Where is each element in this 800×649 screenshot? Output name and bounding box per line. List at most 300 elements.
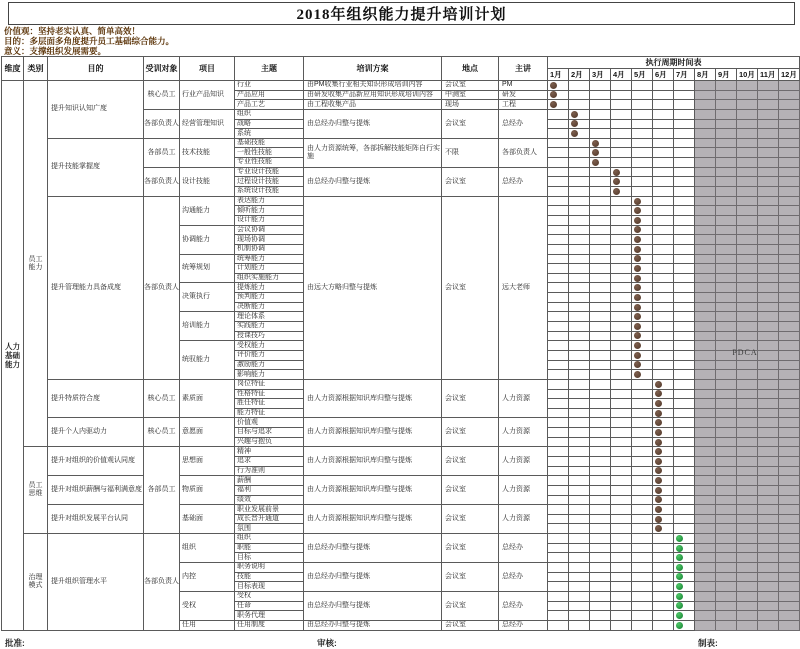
gantt-cell	[674, 379, 695, 389]
gantt-dot-brown	[592, 159, 599, 166]
gantt-cell	[716, 553, 737, 563]
cell-theme: 氛围	[235, 524, 304, 534]
gantt-cell	[758, 485, 779, 495]
gantt-cell	[611, 350, 632, 360]
gantt-cell	[779, 293, 800, 303]
gantt-dot-brown	[634, 323, 641, 330]
cell-pur: 提升知识认知广度	[48, 81, 144, 139]
gantt-cell	[632, 447, 653, 457]
gantt-cell	[674, 437, 695, 447]
gantt-cell	[569, 148, 590, 158]
gantt-cell	[716, 370, 737, 380]
gantt-cell	[674, 206, 695, 216]
gantt-cell	[548, 524, 569, 534]
gantt-cell	[716, 81, 737, 91]
gantt-cell	[632, 331, 653, 341]
cell-theme: 兴趣与抱负	[235, 437, 304, 447]
cell-loc: 现场	[442, 100, 499, 110]
gantt-cell	[653, 582, 674, 592]
gantt-cell	[695, 534, 716, 544]
gantt-cell	[674, 591, 695, 601]
gantt-cell	[737, 620, 758, 630]
gantt-cell	[779, 572, 800, 582]
gantt-cell	[611, 582, 632, 592]
gantt-cell	[758, 563, 779, 573]
gantt-cell	[716, 505, 737, 515]
gantt-cell	[548, 215, 569, 225]
gantt-cell	[611, 138, 632, 148]
gantt-cell	[632, 408, 653, 418]
gantt-cell	[611, 495, 632, 505]
gantt-cell	[548, 572, 569, 582]
gantt-cell	[653, 399, 674, 409]
gantt-cell	[632, 524, 653, 534]
cell-spk: 总经办	[499, 591, 548, 620]
cell-loc: 会议室	[442, 109, 499, 138]
gantt-cell	[569, 225, 590, 235]
gantt-cell	[632, 119, 653, 129]
cell-dim: 人力基础能力	[2, 81, 24, 631]
month-header: 10月	[737, 69, 758, 81]
gantt-cell	[590, 177, 611, 187]
gantt-cell	[758, 572, 779, 582]
gantt-cell	[548, 264, 569, 274]
gantt-cell	[716, 543, 737, 553]
cell-aud: 各部负责人	[144, 109, 180, 138]
cell-theme: 任用制度	[235, 620, 304, 630]
gantt-cell	[674, 148, 695, 158]
gantt-cell	[569, 437, 590, 447]
gantt-dot-brown	[655, 516, 662, 523]
gantt-cell	[758, 158, 779, 168]
gantt-cell	[611, 129, 632, 139]
gantt-cell	[758, 524, 779, 534]
gantt-cell	[632, 350, 653, 360]
gantt-cell	[674, 360, 695, 370]
gantt-cell	[737, 264, 758, 274]
gantt-cell	[716, 476, 737, 486]
month-header: 9月	[716, 69, 737, 81]
cell-spk: 各部负责人	[499, 138, 548, 167]
gantt-cell	[632, 485, 653, 495]
month-header: 3月	[590, 69, 611, 81]
gantt-cell	[674, 466, 695, 476]
cell-aud: 核心员工	[144, 418, 180, 447]
gantt-cell	[695, 389, 716, 399]
month-header: 7月	[674, 69, 695, 81]
gantt-cell	[590, 379, 611, 389]
gantt-cell	[653, 244, 674, 254]
gantt-cell	[695, 225, 716, 235]
gantt-cell	[632, 206, 653, 216]
gantt-cell	[569, 100, 590, 110]
gantt-cell	[695, 428, 716, 438]
cell-theme: 专业设计技能	[235, 167, 304, 177]
gantt-cell	[569, 322, 590, 332]
cell-spk: 远大老师	[499, 196, 548, 379]
gantt-header: 执行周期时间表	[548, 57, 800, 69]
gantt-cell	[653, 119, 674, 129]
gantt-cell	[716, 524, 737, 534]
gantt-cell	[548, 254, 569, 264]
gantt-cell	[590, 293, 611, 303]
gantt-cell	[653, 408, 674, 418]
gantt-cell	[695, 322, 716, 332]
gantt-dot-brown	[655, 525, 662, 532]
cell-loc: 会议室	[442, 167, 499, 196]
gantt-cell	[779, 312, 800, 322]
gantt-cell	[632, 244, 653, 254]
gantt-dot-brown	[655, 467, 662, 474]
gantt-cell	[737, 563, 758, 573]
gantt-cell	[548, 485, 569, 495]
gantt-cell	[695, 370, 716, 380]
gantt-cell	[779, 273, 800, 283]
gantt-cell	[590, 90, 611, 100]
cell-loc: 会议室	[442, 620, 499, 630]
gantt-cell	[653, 524, 674, 534]
gantt-cell	[632, 235, 653, 245]
cell-spk: 人力资源	[499, 418, 548, 447]
gantt-cell	[779, 447, 800, 457]
gantt-cell	[632, 563, 653, 573]
gantt-cell	[632, 534, 653, 544]
gantt-cell	[632, 389, 653, 399]
column-header: 主讲	[499, 57, 548, 81]
gantt-cell	[674, 244, 695, 254]
gantt-cell	[611, 514, 632, 524]
gantt-cell	[548, 591, 569, 601]
gantt-cell	[758, 119, 779, 129]
gantt-cell	[632, 360, 653, 370]
gantt-cell	[653, 505, 674, 515]
gantt-cell	[674, 196, 695, 206]
cell-theme: 预判能力	[235, 293, 304, 303]
cell-plan: 由PM收集行业相关知识形成培训内容	[304, 81, 442, 91]
gantt-cell	[716, 611, 737, 621]
gantt-cell	[779, 206, 800, 216]
gantt-cell	[716, 119, 737, 129]
cell-plan: 由总经办归整与提炼	[304, 620, 442, 630]
gantt-cell	[548, 177, 569, 187]
gantt-cell	[569, 196, 590, 206]
gantt-cell	[674, 322, 695, 332]
cell-spk: 人力资源	[499, 379, 548, 418]
gantt-cell	[695, 514, 716, 524]
gantt-cell	[632, 322, 653, 332]
gantt-cell	[779, 158, 800, 168]
gantt-cell	[695, 620, 716, 630]
gantt-cell	[695, 138, 716, 148]
gantt-cell	[758, 148, 779, 158]
gantt-cell	[674, 177, 695, 187]
cell-loc: 会议室	[442, 563, 499, 592]
gantt-cell	[632, 196, 653, 206]
gantt-cell	[611, 264, 632, 274]
month-header: 4月	[611, 69, 632, 81]
gantt-cell	[737, 399, 758, 409]
column-header: 项目	[180, 57, 235, 81]
gantt-cell	[569, 563, 590, 573]
gantt-cell	[779, 360, 800, 370]
gantt-cell	[611, 563, 632, 573]
gantt-cell	[758, 90, 779, 100]
gantt-cell	[674, 447, 695, 457]
gantt-cell	[611, 283, 632, 293]
gantt-cell	[632, 148, 653, 158]
cell-theme: 福利	[235, 485, 304, 495]
gantt-cell	[611, 505, 632, 515]
gantt-cell	[548, 428, 569, 438]
gantt-dot-brown	[571, 120, 578, 127]
gantt-cell	[653, 235, 674, 245]
gantt-cell	[695, 476, 716, 486]
gantt-dot-brown	[592, 149, 599, 156]
gantt-cell	[548, 437, 569, 447]
gantt-cell	[779, 100, 800, 110]
gantt-cell	[632, 100, 653, 110]
gantt-cell	[779, 322, 800, 332]
cell-theme: 行为准则	[235, 466, 304, 476]
gantt-cell	[758, 167, 779, 177]
cell-spk: 总经办	[499, 620, 548, 630]
gantt-cell	[653, 447, 674, 457]
gantt-cell	[590, 389, 611, 399]
gantt-cell	[569, 109, 590, 119]
gantt-cell	[674, 312, 695, 322]
gantt-cell	[674, 582, 695, 592]
gantt-cell	[569, 215, 590, 225]
gantt-cell	[611, 466, 632, 476]
gantt-cell	[695, 543, 716, 553]
gantt-cell	[548, 129, 569, 139]
gantt-cell	[569, 341, 590, 351]
gantt-cell	[590, 466, 611, 476]
column-header: 目的	[48, 57, 144, 81]
gantt-dot-brown	[613, 188, 620, 195]
cell-theme: 现场协调	[235, 235, 304, 245]
gantt-cell	[548, 302, 569, 312]
column-header: 受训对象	[144, 57, 180, 81]
gantt-cell	[548, 138, 569, 148]
gantt-cell	[632, 476, 653, 486]
gantt-cell	[653, 620, 674, 630]
gantt-cell	[569, 177, 590, 187]
gantt-cell	[716, 534, 737, 544]
gantt-cell	[548, 235, 569, 245]
cell-theme: 机制协调	[235, 244, 304, 254]
gantt-cell	[758, 283, 779, 293]
gantt-cell	[716, 177, 737, 187]
gantt-cell	[737, 485, 758, 495]
gantt-dot-brown	[655, 496, 662, 503]
cell-cat: 员工思维	[24, 447, 48, 534]
gantt-cell	[737, 466, 758, 476]
gantt-dot-brown	[634, 294, 641, 301]
gantt-cell	[737, 611, 758, 621]
note-purpose: 目的：多层面多角度提升员工基础综合能力。	[4, 36, 175, 46]
gantt-cell	[716, 389, 737, 399]
gantt-cell	[779, 543, 800, 553]
column-header: 类别	[24, 57, 48, 81]
gantt-cell	[779, 331, 800, 341]
gantt-cell	[758, 456, 779, 466]
gantt-cell	[674, 100, 695, 110]
cell-aud: 核心员工	[144, 379, 180, 418]
gantt-cell	[632, 582, 653, 592]
cell-proj: 物质面	[180, 476, 235, 505]
gantt-cell	[758, 187, 779, 197]
gantt-cell	[611, 476, 632, 486]
column-header: 培训方案	[304, 57, 442, 81]
gantt-cell	[611, 418, 632, 428]
gantt-cell	[737, 476, 758, 486]
gantt-dot-brown	[634, 217, 641, 224]
gantt-cell	[611, 293, 632, 303]
gantt-cell	[674, 283, 695, 293]
gantt-cell	[569, 119, 590, 129]
gantt-cell	[569, 572, 590, 582]
gantt-cell	[695, 109, 716, 119]
cell-spk: 人力资源	[499, 447, 548, 476]
gantt-dot-brown	[634, 226, 641, 233]
gantt-cell	[590, 591, 611, 601]
gantt-cell	[716, 582, 737, 592]
gantt-cell	[758, 109, 779, 119]
gantt-cell	[716, 293, 737, 303]
gantt-cell	[674, 563, 695, 573]
gantt-dot-green	[676, 612, 683, 619]
gantt-cell	[779, 485, 800, 495]
cell-plan: 由人力资源根据知识库归整与提炼	[304, 447, 442, 476]
gantt-cell	[716, 283, 737, 293]
gantt-dot-brown	[655, 381, 662, 388]
gantt-cell	[695, 437, 716, 447]
gantt-cell	[779, 514, 800, 524]
gantt-dot-brown	[613, 169, 620, 176]
gantt-cell	[611, 620, 632, 630]
gantt-dot-brown	[655, 390, 662, 397]
gantt-cell	[737, 100, 758, 110]
cell-theme: 组织	[235, 109, 304, 119]
gantt-cell	[611, 302, 632, 312]
gantt-cell	[632, 611, 653, 621]
cell-loc: 中测室	[442, 90, 499, 100]
gantt-cell	[737, 408, 758, 418]
gantt-cell	[653, 611, 674, 621]
gantt-cell	[611, 370, 632, 380]
gantt-cell	[779, 177, 800, 187]
gantt-cell	[779, 524, 800, 534]
gantt-cell	[653, 418, 674, 428]
gantt-cell	[632, 177, 653, 187]
gantt-cell	[737, 389, 758, 399]
gantt-cell	[695, 572, 716, 582]
gantt-cell	[569, 485, 590, 495]
gantt-cell	[653, 312, 674, 322]
gantt-cell	[632, 129, 653, 139]
gantt-cell	[758, 360, 779, 370]
cell-pur: 提升对组织薪酬与福利满意度	[48, 476, 144, 505]
gantt-cell	[590, 514, 611, 524]
gantt-cell	[779, 129, 800, 139]
gantt-cell	[716, 428, 737, 438]
gantt-cell	[695, 399, 716, 409]
gantt-dot-brown	[655, 439, 662, 446]
gantt-dot-brown	[634, 255, 641, 262]
gantt-cell	[548, 543, 569, 553]
gantt-cell	[758, 273, 779, 283]
gantt-cell	[716, 225, 737, 235]
gantt-cell	[758, 196, 779, 206]
gantt-cell	[569, 90, 590, 100]
gantt-cell	[548, 100, 569, 110]
gantt-cell	[653, 187, 674, 197]
cell-aud: 各部员工	[144, 138, 180, 167]
gantt-cell	[779, 428, 800, 438]
cell-theme: 会议协调	[235, 225, 304, 235]
cell-proj: 行业产品知识	[180, 81, 235, 110]
gantt-cell	[611, 273, 632, 283]
gantt-cell	[716, 437, 737, 447]
gantt-cell	[569, 620, 590, 630]
gantt-cell	[590, 408, 611, 418]
gantt-cell	[674, 485, 695, 495]
gantt-cell	[548, 611, 569, 621]
review-signature-label: 审核:	[317, 638, 337, 648]
gantt-cell	[779, 215, 800, 225]
gantt-cell	[569, 360, 590, 370]
cell-theme: 胜任特征	[235, 399, 304, 409]
gantt-cell	[779, 196, 800, 206]
gantt-cell	[632, 620, 653, 630]
gantt-cell	[611, 428, 632, 438]
gantt-dot-brown	[655, 400, 662, 407]
cell-spk: 工程	[499, 100, 548, 110]
gantt-cell	[548, 563, 569, 573]
gantt-cell	[548, 456, 569, 466]
gantt-cell	[590, 447, 611, 457]
gantt-cell	[653, 495, 674, 505]
gantt-cell	[758, 293, 779, 303]
gantt-cell	[758, 553, 779, 563]
gantt-cell	[716, 100, 737, 110]
gantt-cell	[758, 129, 779, 139]
gantt-cell	[737, 254, 758, 264]
gantt-cell	[779, 389, 800, 399]
gantt-cell	[695, 283, 716, 293]
gantt-cell	[758, 244, 779, 254]
gantt-cell	[569, 389, 590, 399]
cell-theme: 表达能力	[235, 196, 304, 206]
cell-pur: 提升组织管理水平	[48, 534, 144, 630]
gantt-cell	[569, 591, 590, 601]
cell-proj: 培训能力	[180, 312, 235, 341]
gantt-cell	[569, 505, 590, 515]
gantt-cell	[695, 90, 716, 100]
gantt-cell	[569, 254, 590, 264]
gantt-dot-brown	[634, 236, 641, 243]
gantt-cell	[548, 158, 569, 168]
gantt-cell	[674, 524, 695, 534]
cell-theme: 成长晋升通道	[235, 514, 304, 524]
cell-loc: 会议室	[442, 505, 499, 534]
cell-theme: 过程设计技能	[235, 177, 304, 187]
month-header: 11月	[758, 69, 779, 81]
gantt-cell	[716, 254, 737, 264]
gantt-cell	[632, 138, 653, 148]
gantt-cell	[590, 254, 611, 264]
